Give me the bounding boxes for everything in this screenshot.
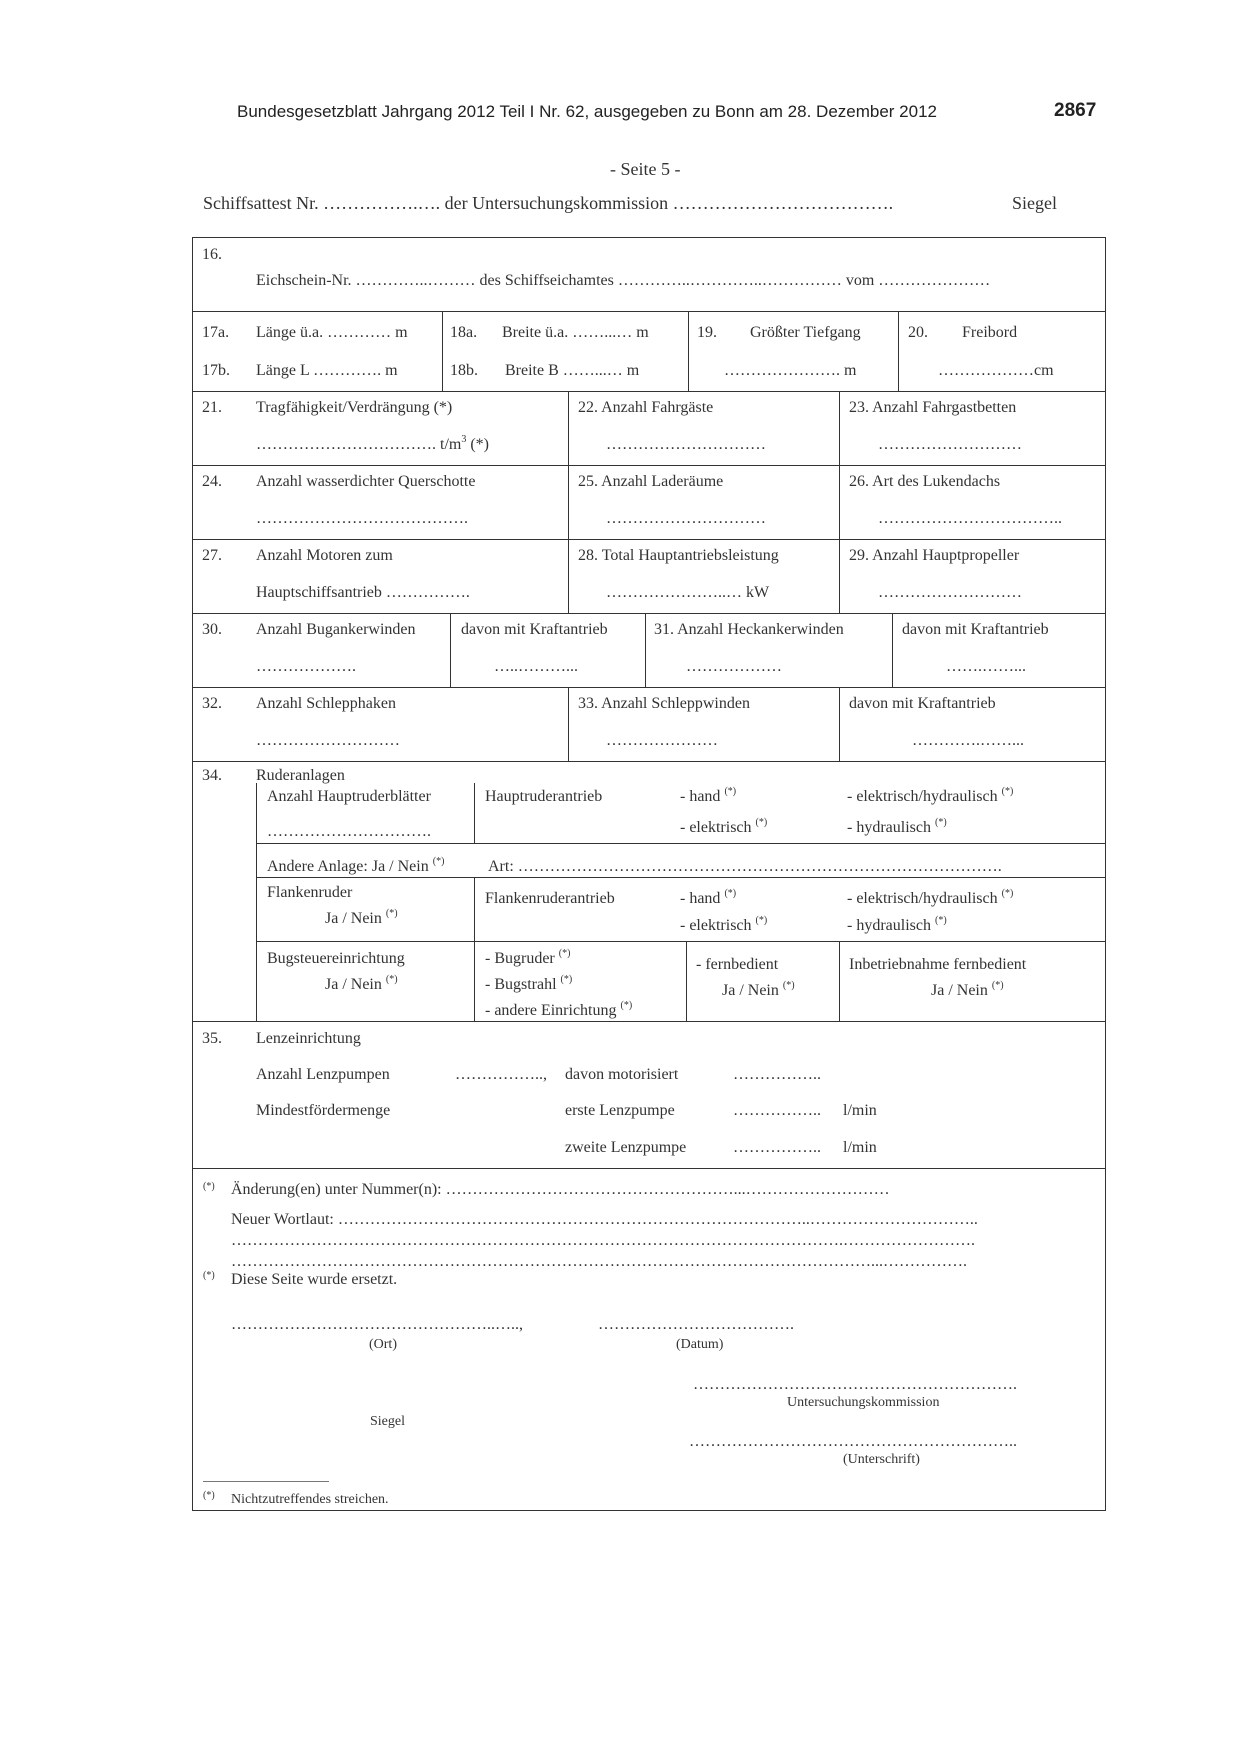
s20-label: Freibord [962, 324, 1018, 341]
s35-number: 35. [202, 1030, 222, 1047]
running-title: Bundesgesetzblatt Jahrgang 2012 Teil I Nr. 62, ausgegeben zu Bonn am 28. Dezember 2012 [237, 102, 937, 121]
kommission-caption: Untersuchungskommission [787, 1395, 940, 1410]
attest-line: Schiffsattest Nr. …………….…. der Untersuchungskommission ………………………………. [203, 193, 894, 213]
s26-value: …………………………….. [878, 510, 1062, 527]
s34-other-label: Andere Anlage: Ja / Nein (*) [267, 856, 445, 875]
s34-flank-hand: - hand (*) [680, 888, 737, 907]
s34-blades-value: …………………………. [267, 823, 431, 840]
s34-number: 34. [202, 767, 222, 784]
s34-flank-elektrisch: - elektrisch (*) [680, 915, 768, 934]
s18a-breite: Breite ü.a. ……...… m [502, 324, 649, 341]
s34-elektrisch: - elektrisch (*) [680, 817, 768, 836]
s31-value: ……………… [686, 658, 782, 675]
s35-first-unit: l/min [843, 1102, 877, 1119]
s32-label: Anzahl Schlepphaken [256, 695, 396, 712]
col-divider [686, 941, 687, 1021]
s17a-number: 17a. [202, 324, 230, 341]
row-divider [192, 1168, 1106, 1169]
s21-value: ……………………………. $t/m^3$ (*) [256, 434, 489, 453]
s32-value: ……………………… [256, 732, 400, 749]
col-divider [474, 941, 475, 1021]
s34-flank-janein: Ja / Nein (*) [325, 908, 398, 927]
s26-label: 26. Art des Lukendachs [849, 473, 1001, 490]
s32-number: 32. [202, 695, 222, 712]
s35-pumps-label: Anzahl Lenzpumpen [256, 1066, 390, 1083]
s17a-laenge: Länge ü.a. ………… m [256, 324, 408, 341]
s24-label: Anzahl wasserdichter Querschotte [256, 473, 476, 490]
col-divider [645, 613, 646, 687]
inner-divider [256, 843, 1106, 844]
s24-number: 24. [202, 473, 222, 490]
s34-drive-label: Hauptruderantrieb [485, 788, 603, 805]
signature-caption: (Unterschrift) [843, 1452, 920, 1467]
dots-line-2: …………………………………………………………………………………………………….……………………. [231, 1232, 975, 1249]
s19-label: Größter Tiefgang [750, 324, 861, 341]
s18b-breite: Breite B ……...… m [505, 362, 640, 379]
s35-pumps-value: …………….., [455, 1066, 547, 1083]
col-divider [568, 391, 569, 465]
col-divider [688, 311, 689, 391]
s28-label: 28. Total Hauptantriebsleistung [578, 547, 779, 564]
col-divider [839, 941, 840, 1021]
page-number: 2867 [1054, 100, 1097, 121]
header-siegel: Siegel [1012, 193, 1057, 213]
s35-second-label: zweite Lenzpumpe [565, 1139, 687, 1156]
s33-label: 33. Anzahl Schleppwinden [578, 695, 750, 712]
s18a-number: 18a. [450, 324, 478, 341]
s31-power-label: davon mit Kraftantrieb [902, 621, 1049, 638]
s34-fern: - fernbedient [696, 956, 779, 973]
ort-dots: …………………………………………..….., [231, 1316, 523, 1333]
row-divider [192, 539, 1106, 540]
s24-value: …………………………………. [256, 510, 468, 527]
s34-inbetrieb-janein: Ja / Nein (*) [931, 980, 1004, 999]
s35-first-label: erste Lenzpumpe [565, 1102, 675, 1119]
s34-andere: - andere Einrichtung (*) [485, 1000, 633, 1019]
s35-second-unit: l/min [843, 1139, 877, 1156]
s23-value: ……………………… [878, 436, 1022, 453]
col-divider [839, 539, 840, 613]
footnote-rule [203, 1481, 329, 1482]
datum-dots: ………………………………. [598, 1316, 794, 1333]
s17b-number: 17b. [202, 362, 230, 379]
s30-value: ………………. [256, 658, 356, 675]
s35-first-value: …………….. [733, 1102, 821, 1119]
s33-value: ………………… [606, 732, 718, 749]
s30-power-label: davon mit Kraftantrieb [461, 621, 608, 638]
col-divider [839, 391, 840, 465]
s20-value: ………………cm [938, 362, 1054, 379]
row-divider [192, 311, 1106, 312]
s28-value: …………………..… kW [606, 584, 770, 601]
s30-power-value: …..………... [494, 658, 578, 675]
dots-line-3: …………………………………………………………………………………………………………...……………. [231, 1253, 967, 1270]
s34-hand: - hand (*) [680, 786, 737, 805]
col-divider [568, 539, 569, 613]
col-divider [474, 877, 475, 941]
s35-second-value: …………….. [733, 1139, 821, 1156]
change-star: (*) [203, 1181, 215, 1192]
new-text-line: Neuer Wortlaut: ……………………………………………………………………………..………………………….. [231, 1211, 978, 1228]
s31-power-value: …….……... [946, 658, 1026, 675]
row-divider [192, 687, 1106, 688]
row-divider [192, 1021, 1106, 1022]
s34-title: Ruderanlagen [256, 767, 345, 784]
s21-number: 21. [202, 399, 222, 416]
s20-number: 20. [908, 324, 928, 341]
col-divider [474, 783, 475, 843]
col-divider [568, 465, 569, 539]
s27-value: Hauptschiffsantrieb ……………. [256, 584, 470, 601]
s17b-laenge: Länge L …………. m [256, 362, 398, 379]
s34-flank-label: Flankenruder [267, 884, 353, 901]
col-divider [839, 687, 840, 761]
s22-label: 22. Anzahl Fahrgäste [578, 399, 714, 416]
col-divider [568, 687, 569, 761]
inner-left-border [256, 783, 257, 1021]
s35-motor-value: …………….. [733, 1066, 821, 1083]
col-divider [442, 311, 443, 391]
s18b-number: 18b. [450, 362, 478, 379]
s21-label: Tragfähigkeit/Verdrängung (*) [256, 399, 453, 416]
s25-value: ………………………… [606, 510, 766, 527]
s30-label: Anzahl Bugankerwinden [256, 621, 416, 638]
s34-blades-label: Anzahl Hauptruderblätter [267, 788, 431, 805]
col-divider [898, 311, 899, 391]
s35-min-label: Mindestfördermenge [256, 1102, 391, 1119]
col-divider [450, 613, 451, 687]
ort-caption: (Ort) [369, 1337, 397, 1352]
s34-bow-label: Bugsteuereinrichtung [267, 950, 405, 967]
datum-caption: (Datum) [676, 1337, 724, 1352]
page-subtitle: - Seite 5 - [610, 159, 681, 179]
inner-divider [256, 941, 1106, 942]
s35-title: Lenzeinrichtung [256, 1030, 361, 1047]
s29-label: 29. Anzahl Hauptpropeller [849, 547, 1020, 564]
row-divider [192, 613, 1106, 614]
s33-power-label: davon mit Kraftantrieb [849, 695, 996, 712]
s29-value: ……………………… [878, 584, 1022, 601]
s33-power-value: ………….……... [912, 732, 1024, 749]
replaced-star: (*) [203, 1270, 215, 1281]
s34-hydraulisch: - hydraulisch (*) [847, 817, 947, 836]
s34-bugruder: - Bugruder (*) [485, 948, 571, 967]
s27-number: 27. [202, 547, 222, 564]
signature-dots: …………………………………………………….. [689, 1433, 1017, 1450]
s25-label: 25. Anzahl Laderäume [578, 473, 724, 490]
footer-siegel: Siegel [370, 1414, 405, 1429]
s31-label: 31. Anzahl Heckankerwinden [654, 621, 844, 638]
s16-eichschein: Eichschein-Nr. …………..……… des Schiffseichamtes …………..…………..…………… vom ………………… [256, 272, 991, 289]
s27-label: Anzahl Motoren zum [256, 547, 393, 564]
s22-value: ………………………… [606, 436, 766, 453]
s34-bow-janein: Ja / Nein (*) [325, 974, 398, 993]
col-divider [892, 613, 893, 687]
footnote-text: Nichtzutreffendes streichen. [231, 1492, 389, 1507]
replaced-text: Diese Seite wurde ersetzt. [231, 1271, 398, 1288]
kommission-dots: ……………………………………………………. [693, 1376, 1017, 1393]
s19-number: 19. [697, 324, 717, 341]
row-divider [192, 761, 1106, 762]
s34-inbetrieb: Inbetriebnahme fernbedient [849, 956, 1027, 973]
s19-value: …………………. m [724, 362, 857, 379]
s16-number: 16. [202, 246, 222, 263]
s34-other-art: Art: ………………………………………………………………………………. [488, 858, 1002, 875]
change-line: Änderung(en) unter Nummer(n): ………………………………………………...……………………… [231, 1181, 890, 1198]
footnote-star: (*) [203, 1490, 215, 1501]
col-divider [839, 465, 840, 539]
s34-flank-hydraulisch: - hydraulisch (*) [847, 915, 947, 934]
s34-fern-janein: Ja / Nein (*) [722, 980, 795, 999]
s35-motor-label: davon motorisiert [565, 1066, 679, 1083]
row-divider [192, 391, 1106, 392]
s34-flank-drive: Flankenruderantrieb [485, 890, 615, 907]
row-divider [192, 465, 1106, 466]
s30-number: 30. [202, 621, 222, 638]
s23-label: 23. Anzahl Fahrgastbetten [849, 399, 1017, 416]
s34-elhyd: - elektrisch/hydraulisch (*) [847, 786, 1014, 805]
s34-bugstrahl: - Bugstrahl (*) [485, 974, 573, 993]
s34-flank-elhyd: - elektrisch/hydraulisch (*) [847, 888, 1014, 907]
